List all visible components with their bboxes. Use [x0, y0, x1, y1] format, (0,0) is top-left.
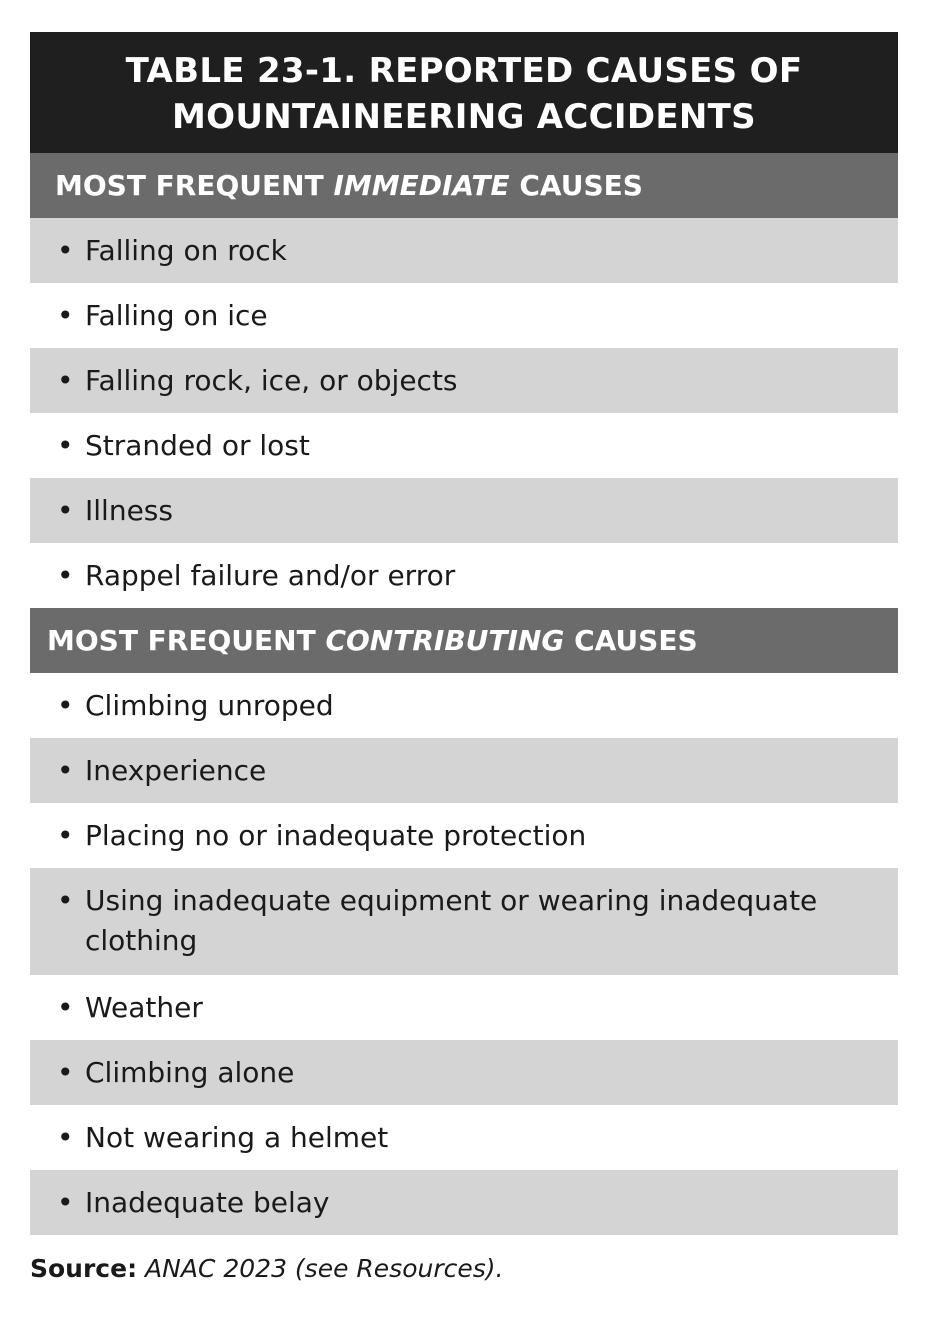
list-item: [30, 1105, 898, 1170]
list-item: [30, 543, 898, 608]
table-title-line-1: TABLE 23-1. REPORTED CAUSES OF: [125, 51, 803, 91]
list-item: [30, 218, 898, 283]
bullet: •: [57, 428, 74, 462]
bullet: •: [57, 233, 74, 267]
bullet: •: [57, 298, 74, 332]
list-item: [30, 1170, 898, 1235]
list-item: [30, 673, 898, 738]
bullet: •: [57, 990, 74, 1024]
list-item-text: Stranded or lost: [85, 428, 310, 462]
section-header-emphasis: CONTRIBUTING: [325, 624, 565, 657]
list-item-text: Falling rock, ice, or objects: [85, 363, 458, 397]
table-title-line-2: MOUNTAINEERING ACCIDENTS: [172, 97, 756, 137]
list-item: [30, 413, 898, 478]
list-item: [30, 803, 898, 868]
bullet: •: [57, 884, 74, 917]
bullet: •: [57, 1120, 74, 1154]
accident-causes-table: [30, 32, 898, 1235]
section-header-suffix: CAUSES: [574, 624, 698, 657]
bullet: •: [57, 558, 74, 592]
section-header-contributing-causes: [30, 608, 898, 673]
bullet: •: [57, 818, 74, 852]
list-item-text: Weather: [85, 990, 203, 1024]
list-item-text: Rappel failure and/or error: [85, 558, 456, 592]
bullet: •: [57, 363, 74, 397]
list-item: [30, 478, 898, 543]
list-item-text: Inexperience: [85, 753, 267, 787]
list-item: [30, 868, 898, 975]
bullet: •: [57, 1185, 74, 1219]
bullet: •: [57, 1055, 74, 1089]
list-item-text: Falling on rock: [85, 233, 287, 267]
list-item-text: Placing no or inadequate protection: [85, 818, 587, 852]
list-item-text: Climbing unroped: [85, 688, 334, 722]
bullet: •: [57, 753, 74, 787]
list-item: [30, 975, 898, 1040]
bullet: •: [57, 688, 74, 722]
list-item: [30, 738, 898, 803]
list-item: [30, 348, 898, 413]
section-header-immediate-causes: [30, 153, 898, 218]
list-item-text: Using inadequate equipment or wearing inadequate clothing: [85, 884, 818, 957]
source-note: [30, 1252, 503, 1286]
bullet: •: [57, 493, 74, 527]
section-header-suffix: CAUSES: [519, 169, 643, 202]
table-title: [30, 32, 898, 153]
list-item: [30, 1040, 898, 1105]
section-header-emphasis: IMMEDIATE: [333, 169, 510, 202]
list-item-text: Falling on ice: [85, 298, 268, 332]
list-item-text: Illness: [85, 493, 173, 527]
source-text: ANAC 2023 (see Resources).: [145, 1254, 504, 1283]
list-item-text: Climbing alone: [85, 1055, 295, 1089]
section-header-prefix: MOST FREQUENT: [47, 624, 316, 657]
list-item-text: Not wearing a helmet: [85, 1120, 389, 1154]
section-header-prefix: MOST FREQUENT: [55, 169, 324, 202]
list-item-text: Inadequate belay: [85, 1185, 330, 1219]
list-item: [30, 283, 898, 348]
source-label: Source:: [30, 1254, 138, 1283]
